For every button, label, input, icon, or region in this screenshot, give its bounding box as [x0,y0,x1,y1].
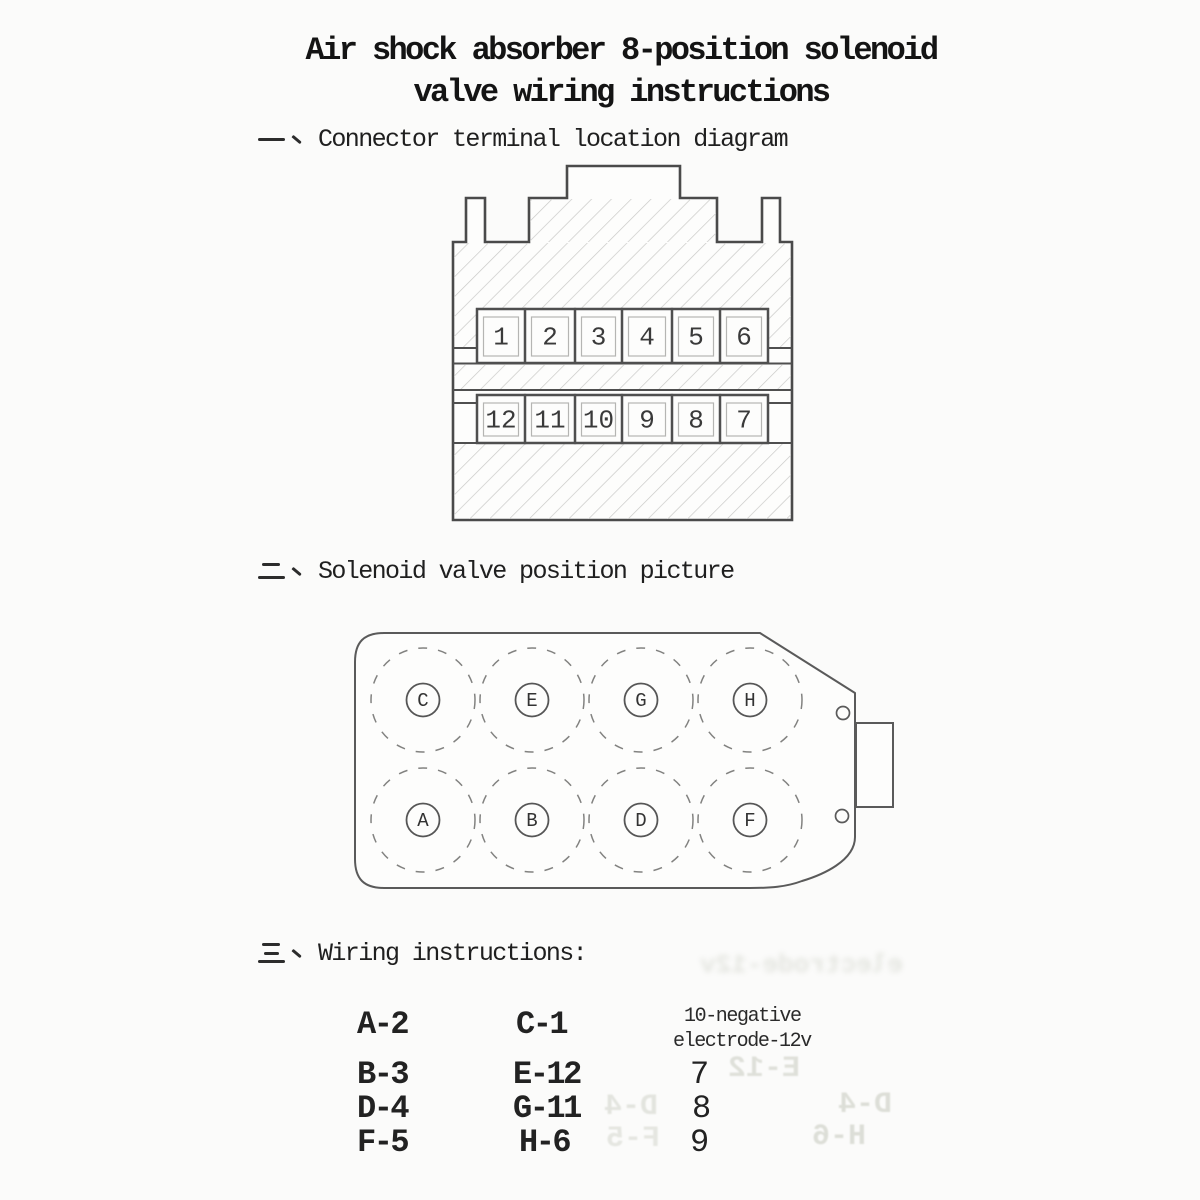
wiring-pair: B-3 [357,1056,408,1093]
bleed-through-ghost: electrode-12v [700,950,903,980]
section-label-solenoid: Solenoid valve position picture [318,556,734,586]
terminal-number: 5 [688,322,704,353]
terminal-number: 2 [542,322,558,353]
terminal-number: 8 [688,405,704,436]
page-title [0,30,1200,114]
mounting-hole [836,810,849,823]
title-line-1: Air shock absorber 8-position solenoid [305,32,937,69]
section-heading-solenoid [258,556,733,586]
solenoid-connector-block [856,723,893,807]
wiring-pair: D-4 [357,1090,408,1127]
section-heading-wiring [258,938,586,968]
valve-letter: D [635,810,647,832]
wiring-pair: H-6 [519,1124,570,1161]
valve-letter: A [417,810,429,832]
solenoid-valve-diagram [350,625,900,895]
cn-numeral-two-icon [258,557,310,585]
valve-letter: H [744,690,756,712]
section-heading-connector [258,124,787,154]
wiring-pair: C-1 [516,1006,567,1043]
terminal-number: 6 [736,322,752,353]
wiring-terminal-number: 7 [690,1056,709,1093]
valve-letter: C [417,690,429,712]
terminal-number: 9 [639,405,655,436]
section-label-wiring: Wiring instructions: [318,938,587,968]
terminal-number: 4 [639,322,655,353]
terminal-number: 10 [582,405,615,436]
terminal-number: 1 [493,322,509,353]
valve-letter: G [635,690,647,712]
terminal-number: 7 [736,405,752,436]
bleed-through-ghost: D-4 [604,1090,659,1124]
bleed-through-ghost: F-5 [606,1122,661,1156]
valve-letter: E [526,690,538,712]
wiring-pair: E-12 [513,1056,580,1093]
wiring-pair: A-2 [357,1006,408,1043]
terminal-number: 11 [534,405,566,436]
wiring-terminal-number: 8 [692,1090,711,1127]
valve-letter: F [744,810,756,832]
valve-letter: B [526,810,538,832]
bleed-through-ghost: E-12 [728,1052,801,1086]
solenoid-body-outline [355,633,855,888]
bleed-through-ghost: D-4 [838,1088,893,1122]
terminal-number: 3 [590,322,607,353]
wiring-terminal-number: 9 [690,1124,709,1161]
section-label-connector: Connector terminal location diagram [318,124,788,154]
wiring-pair: G-11 [513,1090,580,1127]
cn-numeral-three-icon [258,939,310,967]
bleed-through-ghost: H-6 [812,1120,867,1154]
negative-electrode-note-line2: electrode-12v [673,1030,811,1053]
terminal-number: 12 [485,405,517,436]
wiring-pair: F-5 [357,1124,408,1161]
negative-electrode-note-line1: 10-negative [684,1005,801,1028]
title-line-2: valve wiring instructions [413,74,829,111]
mounting-hole [837,707,850,720]
connector-terminal-diagram [450,162,795,527]
cn-numeral-one-icon [258,125,310,153]
